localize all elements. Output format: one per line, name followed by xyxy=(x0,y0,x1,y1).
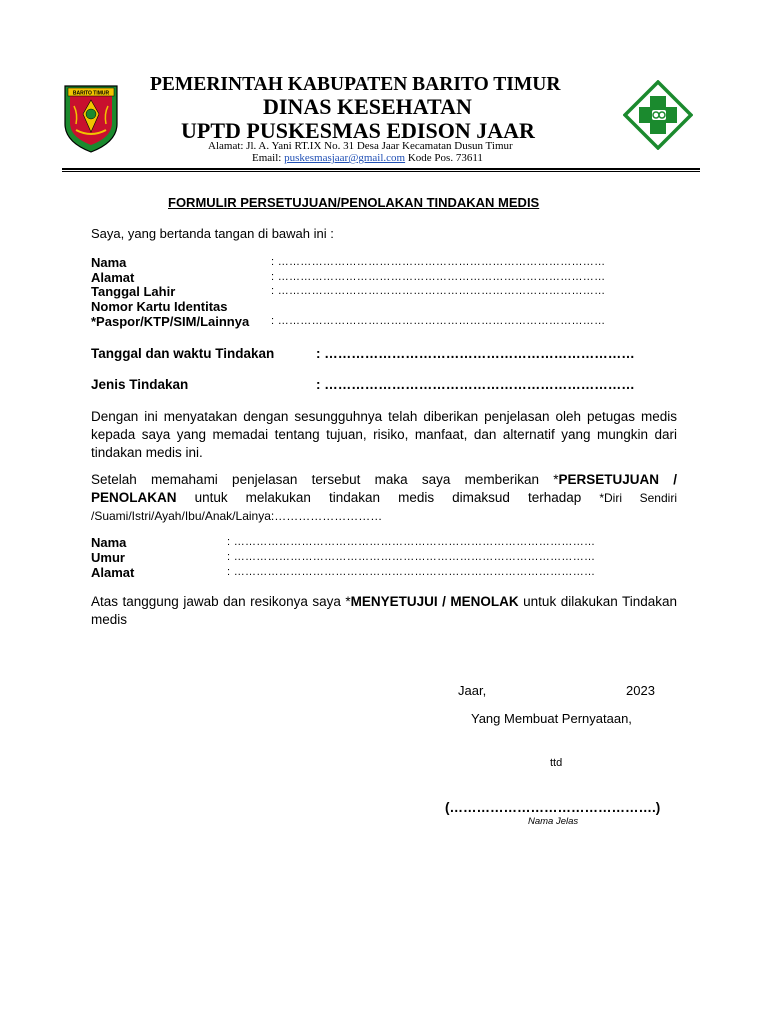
barito-timur-emblem-icon xyxy=(62,80,120,154)
form-title: FORMULIR PERSETUJUAN/PENOLAKAN TINDAKAN MEDIS xyxy=(168,195,540,210)
header-government: PEMERINTAH KABUPATEN BARITO TIMUR xyxy=(150,74,561,95)
label-nomor-kartu: Nomor Kartu Identitas xyxy=(91,299,228,314)
input-alamat[interactable]: : …………………………………………………………………………… xyxy=(271,271,606,283)
input-paspor[interactable]: : …………………………………………………………………………… xyxy=(271,315,606,327)
postal-code: Kode Pos. 73611 xyxy=(407,152,483,164)
input-tanggal-lahir[interactable]: : …………………………………………………………………………… xyxy=(271,285,606,297)
label-umur: Umur xyxy=(91,550,125,565)
header-puskesmas: UPTD PUSKESMAS EDISON JAAR xyxy=(181,118,535,143)
label-nama-2: Nama xyxy=(91,535,127,550)
responsibility-text-a: Atas tanggung jawab dan resikonya saya * xyxy=(91,594,351,609)
header-contact xyxy=(252,152,483,164)
label-tanggal-waktu-tindakan: Tanggal dan waktu Tindakan xyxy=(91,346,275,361)
input-umur[interactable]: : …………………………………………………………………………………… xyxy=(227,551,596,563)
header-agency: DINAS KESEHATAN xyxy=(263,94,472,119)
input-jenis-tindakan[interactable]: : …………………………………………………………… xyxy=(316,377,635,392)
label-alamat-2: Alamat xyxy=(91,565,135,580)
consent-text-a: Setelah memahami penjelasan tersebut maka saya memberikan * xyxy=(91,472,559,487)
responsibility-text-c: untuk dilakukan Tindakan medis xyxy=(91,594,678,627)
consent-text-c: untuk melakukan tindakan medis dimaksud terhadap xyxy=(176,490,600,505)
consent-paragraph xyxy=(91,471,677,525)
intro-text: Saya, yang bertanda tangan di bawah ini : xyxy=(91,226,334,241)
email-label: Email: xyxy=(252,152,282,164)
input-alamat-2[interactable]: : …………………………………………………………………………………… xyxy=(227,566,596,578)
input-tanggal-waktu-tindakan[interactable]: : …………………………………………………………… xyxy=(316,346,635,361)
label-nama: Nama xyxy=(91,255,127,270)
label-tanggal-lahir: Tanggal Lahir xyxy=(91,284,176,299)
consent-subject: *Diri Sendiri /Suami/Istri/Ayah/Ibu/Anak/Lainya:……………………… xyxy=(91,491,677,523)
puskesmas-logo-icon xyxy=(623,80,693,150)
email-link[interactable]: puskesmasjaar@gmail.com xyxy=(284,152,406,164)
label-alamat: Alamat xyxy=(91,270,135,285)
signature-year: 2023 xyxy=(626,683,655,698)
signature-name-line[interactable]: (……………………………………….) xyxy=(445,800,661,815)
statement-paragraph: Dengan ini menyatakan dengan sesungguhnya telah diberikan penjelasan oleh petugas medis kepada saya yang memadai tentang tujuan, risiko, manfaat, dan alternatif yang mungkin dari tindakan medis ini. xyxy=(91,409,677,460)
header-rule-thin xyxy=(62,171,700,172)
emblem-label: BARITO TIMUR xyxy=(72,90,110,97)
signature-ttd: ttd xyxy=(550,757,563,769)
consent-choice: PERSETUJUAN / PENOLAKAN xyxy=(91,472,677,505)
signature-place: Jaar, xyxy=(458,683,487,698)
signature-name-caption: Nama Jelas xyxy=(528,816,579,827)
header-rule-thick xyxy=(62,168,700,170)
header-address: Alamat: Jl. A. Yani RT.IX No. 31 Desa Jaar Kecamatan Dusun Timur xyxy=(208,140,513,152)
label-paspor: *Paspor/KTP/SIM/Lainnya xyxy=(91,314,250,329)
signature-statement: Yang Membuat Pernyataan, xyxy=(471,711,632,726)
responsibility-choice: MENYETUJUI / MENOLAK xyxy=(350,594,519,609)
responsibility-paragraph xyxy=(91,593,677,629)
label-jenis-tindakan: Jenis Tindakan xyxy=(91,377,189,392)
input-nama-2[interactable]: : …………………………………………………………………………………… xyxy=(227,536,596,548)
input-nama[interactable]: : …………………………………………………………………………… xyxy=(271,256,606,268)
